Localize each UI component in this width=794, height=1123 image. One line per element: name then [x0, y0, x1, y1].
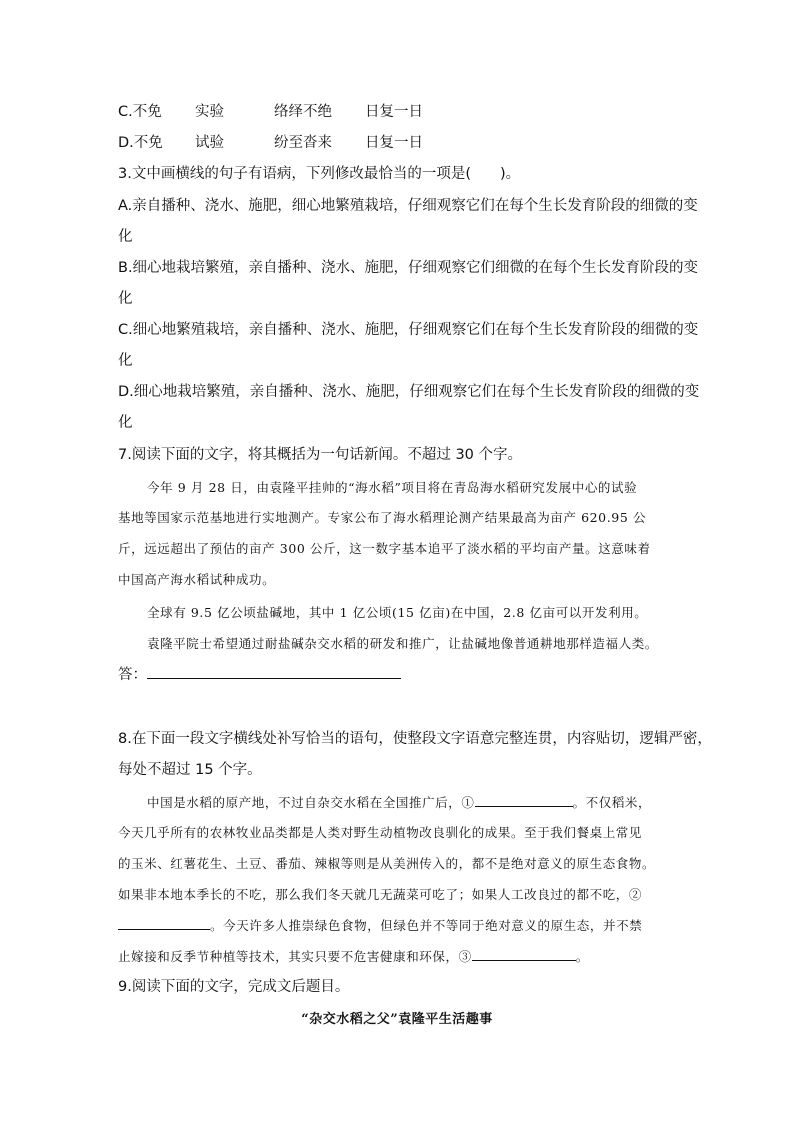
article-title: “杂交水稻之父”袁隆平生活趣事: [301, 1012, 493, 1027]
passage-8-line: 。今天许多人推崇绿色食物，但绿色并不等同于绝对意义的原生态，并不禁: [118, 915, 642, 936]
passage-8-line: 今天几乎所有的农林牧业品类都是人类对野生动植物改良驯化的成果。至于我们餐桌上常见: [118, 825, 643, 840]
passage-7-line: 袁隆平院士希望通过耐盐碱杂交水稻的研发和推广，让盐碱地像普通耕地那样造福人类。: [147, 636, 658, 651]
passage-7-line: 中国高产海水稻试种成功。: [118, 572, 276, 587]
question-3-option-a-cont: 化: [118, 229, 133, 245]
question-3-option-d-cont: 化: [118, 415, 133, 431]
question-8-stem-cont: 每处不超过 15 个字。: [118, 762, 262, 778]
passage-8-line: 如果非本地本季长的不吃，那么我们冬天就几无蔬菜可吃了；如果人工改良过的都不吃，②: [118, 887, 643, 902]
question-3-option-d: D.细心地栽培繁殖，亲自播种、浇水、施肥，仔细观察它们在每个生长发育阶段的细微的变: [118, 384, 700, 400]
question-3-stem: 3.文中画横线的句子有语病，下列修改最恰当的一项是( )。: [118, 166, 521, 182]
option-d-word4: 日复一日: [365, 135, 423, 151]
option-c-word4: 日复一日: [365, 104, 423, 120]
option-c-word2: 实验: [195, 104, 224, 120]
option-d-row: [118, 133, 423, 153]
answer-label: 答：: [118, 667, 147, 683]
option-c-word1: C.不免: [118, 104, 162, 120]
question-7-stem: 7.阅读下面的文字，将其概括为一句话新闻。不超过 30 个字。: [118, 447, 523, 463]
question-3-option-c: C.细心地繁殖栽培，亲自播种、浇水、施肥，仔细观察它们在每个生长发育阶段的细微的变: [118, 322, 699, 338]
passage-7-line: 基地等国家示范基地进行实地测产。专家公布了海水稻理论测产结果最高为亩产 620.95 公: [118, 510, 647, 525]
question-3-option-b: B.细心地栽培繁殖，亲自播种、浇水、施肥，仔细观察它们细微的在每个生长发育阶段的变: [118, 260, 699, 276]
option-c-word3: 络绎不绝: [274, 104, 332, 120]
question-9-stem: 9.阅读下面的文字，完成文后题目。: [118, 979, 350, 995]
option-d-word3: 纷至沓来: [274, 135, 332, 151]
question-3-option-c-cont: 化: [118, 353, 133, 369]
answer-row: [118, 664, 401, 685]
option-d-word1: D.不免: [118, 135, 163, 151]
option-d-word2: 试验: [195, 135, 224, 151]
passage-8-line: 止嫁接和反季节种植等技术，其实只要不危害健康和环保，③ 。: [118, 946, 589, 967]
answer-blank[interactable]: [147, 664, 401, 679]
passage-7-line: 全球有 9.5 亿公顷盐碱地，其中 1 亿公顷(15 亿亩)在中国，2.8 亿亩可以开发利用。: [147, 605, 648, 620]
question-3-option-b-cont: 化: [118, 291, 133, 307]
question-8-stem: 8.在下面一段文字横线处补写恰当的语句，使整段文字语意完整连贯，内容贴切，逻辑严密，: [118, 731, 712, 747]
passage-7-line: 斤，远远超出了预估的亩产 300 公斤，这一数字基本追平了淡水稻的平均亩产量。这意味着: [118, 541, 651, 556]
passage-8-line: 的玉米、红薯花生、土豆、番茄、辣椒等则是从美洲传入的，都不是绝对意义的原生态食物。: [118, 856, 656, 871]
fill-blank-2[interactable]: [118, 915, 210, 930]
option-c-row: [118, 102, 423, 122]
fill-blank-3[interactable]: [472, 946, 576, 961]
passage-8-line: 中国是水稻的原产地，不过自杂交水稻在全国推广后，① 。不仅稻米，: [147, 792, 651, 813]
question-3-option-a: A.亲自播种、浇水、施肥，细心地繁殖栽培，仔细观察它们在每个生长发育阶段的细微的变: [118, 198, 698, 214]
passage-7-line: 今年 9 月 28 日，由袁隆平挂帅的“海水稻”项目将在青岛海水稻研究发展中心的试验: [147, 480, 638, 495]
fill-blank-1[interactable]: [475, 792, 573, 807]
